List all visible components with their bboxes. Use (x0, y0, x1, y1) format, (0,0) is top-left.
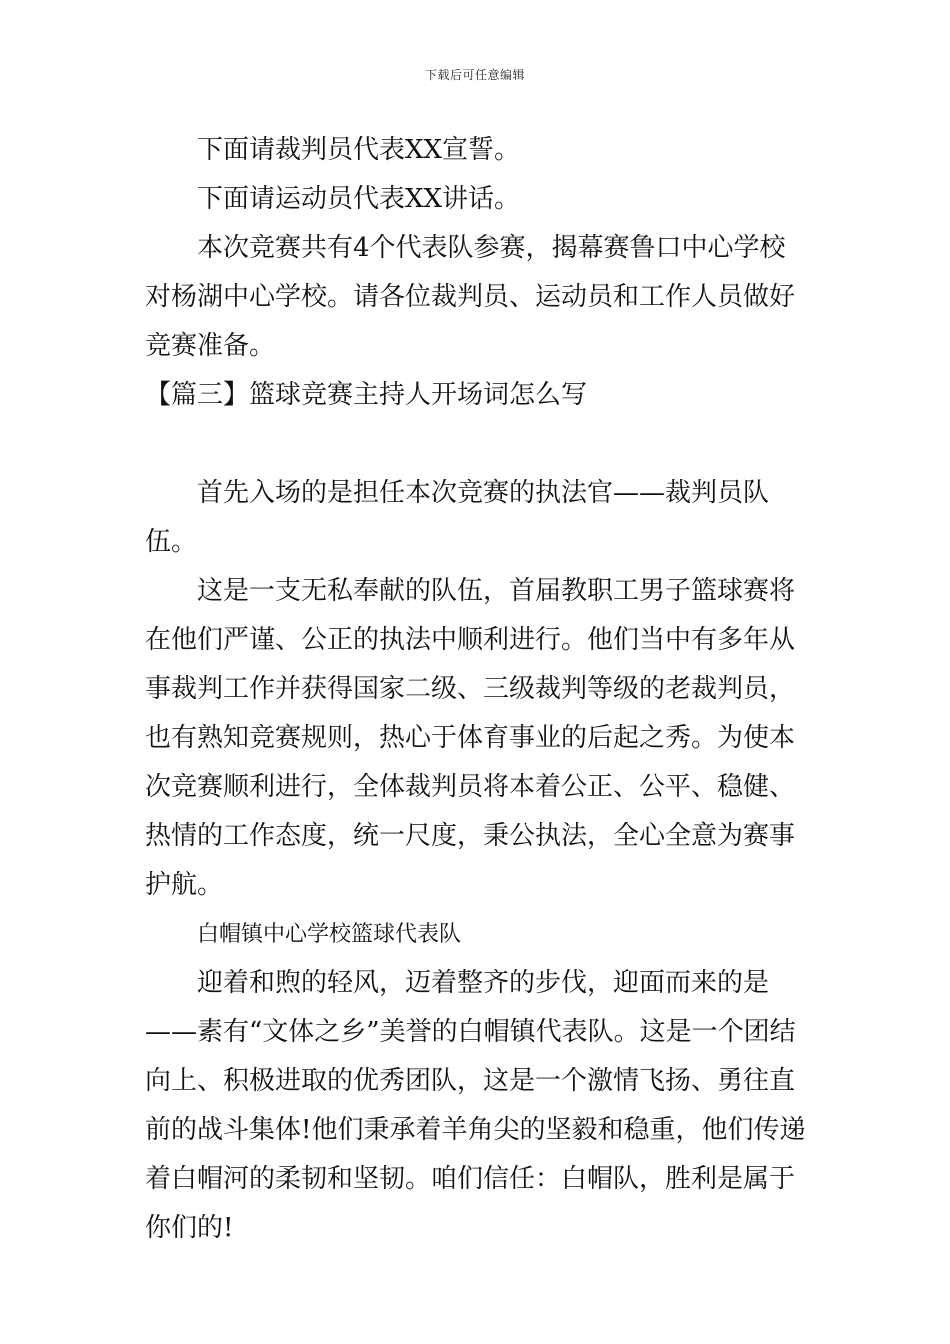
paragraph-athlete-speech: 下面请运动员代表XX讲话。 (197, 184, 521, 214)
blank-line (145, 420, 809, 469)
section-heading: 【篇三】篮球竞赛主持人开场词怎么写 (145, 380, 588, 410)
page-header-note: 下载后可任意编辑 (424, 68, 525, 82)
paragraph-referee-oath: 下面请裁判员代表XX宣誓。 (197, 135, 521, 165)
paragraph-referee-entrance: 首先入场的是担任本次竞赛的执法官——裁判员队伍。 (145, 478, 770, 557)
paragraph-team-name: 白帽镇中心学校篮球代表队 (197, 922, 462, 947)
paragraph-competition-info: 本次竞赛共有4个代表队参赛，揭幕赛鲁口中心学校对杨湖中心学校。请各位裁判员、运动员和工作人员做好竞赛准备。 (145, 233, 796, 361)
document-body (145, 126, 809, 1253)
paragraph-team-description: 迎着和煦的轻风，迈着整齐的步伐，迎面而来的是——素有“文体之乡”美誉的白帽镇代表队。这是一个团结向上、积极进取的优秀团队，这是一个激情飞扬、勇往直前的战斗集体!他们秉承着羊角尖的坚毅和稳重，他们传递着白帽河的柔韧和坚韧。咱们信任：白帽队，胜利是属于你们的! (145, 968, 806, 1243)
paragraph-referee-description: 这是一支无私奉献的队伍，首届教职工男子篮球赛将在他们严谨、公正的执法中顺利进行。他们当中有多年从事裁判工作并获得国家二级、三级裁判等级的老裁判员，也有熟知竞赛规则，热心于体育事业的后起之秀。为使本次竞赛顺利进行，全体裁判员将本着公正、公平、稳健、热情的工作态度，统一尺度，秉公执法，全心全意为赛事护航。 (145, 576, 796, 900)
